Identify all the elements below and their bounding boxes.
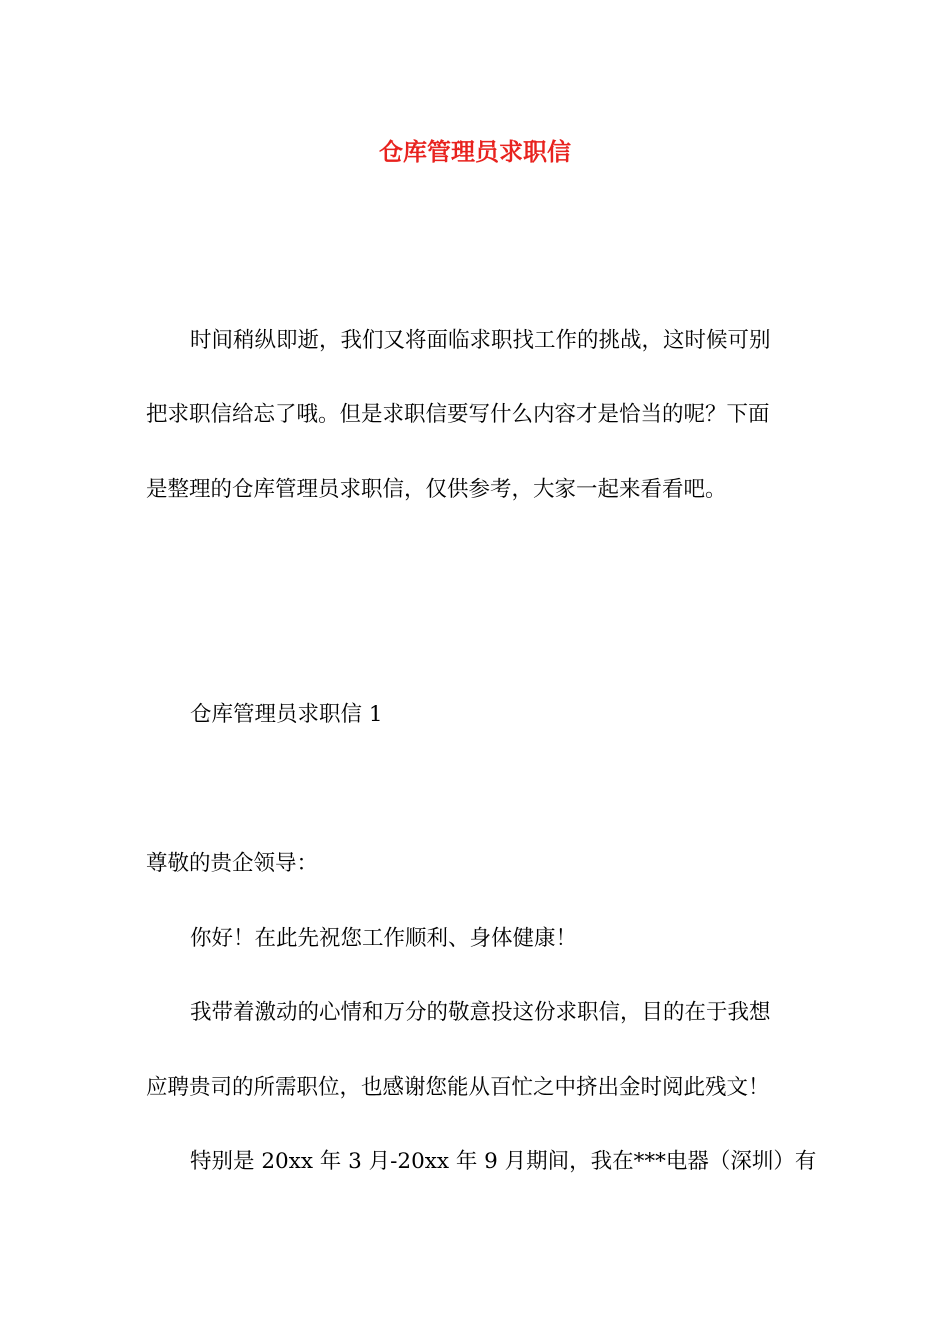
body-line-3: 应聘贵司的所需职位，也感谢您能从百忙之中挤出金时阅此残文！ <box>146 1075 770 1100</box>
body-line-1: 你好！在此先祝您工作顺利、身体健康！ <box>190 926 578 951</box>
intro-line-3: 是整理的仓库管理员求职信，仅供参考，大家一起来看看吧。 <box>146 477 727 502</box>
intro-line-2: 把求职信给忘了哦。但是求职信要写什么内容才是恰当的呢？下面 <box>146 402 770 427</box>
document-title: 仓库管理员求职信 <box>379 137 571 166</box>
intro-line-1: 时间稍纵即逝，我们又将面临求职找工作的挑战，这时候可别 <box>190 328 771 353</box>
body-line-4: 特别是 20xx 年 3 月-20xx 年 9 月期间，我在***电器（深圳）有 <box>190 1149 817 1174</box>
body-line-2: 我带着激动的心情和万分的敬意投这份求职信，目的在于我想 <box>190 1000 771 1025</box>
section-heading: 仓库管理员求职信 1 <box>190 702 383 727</box>
salutation: 尊敬的贵企领导： <box>146 851 319 876</box>
